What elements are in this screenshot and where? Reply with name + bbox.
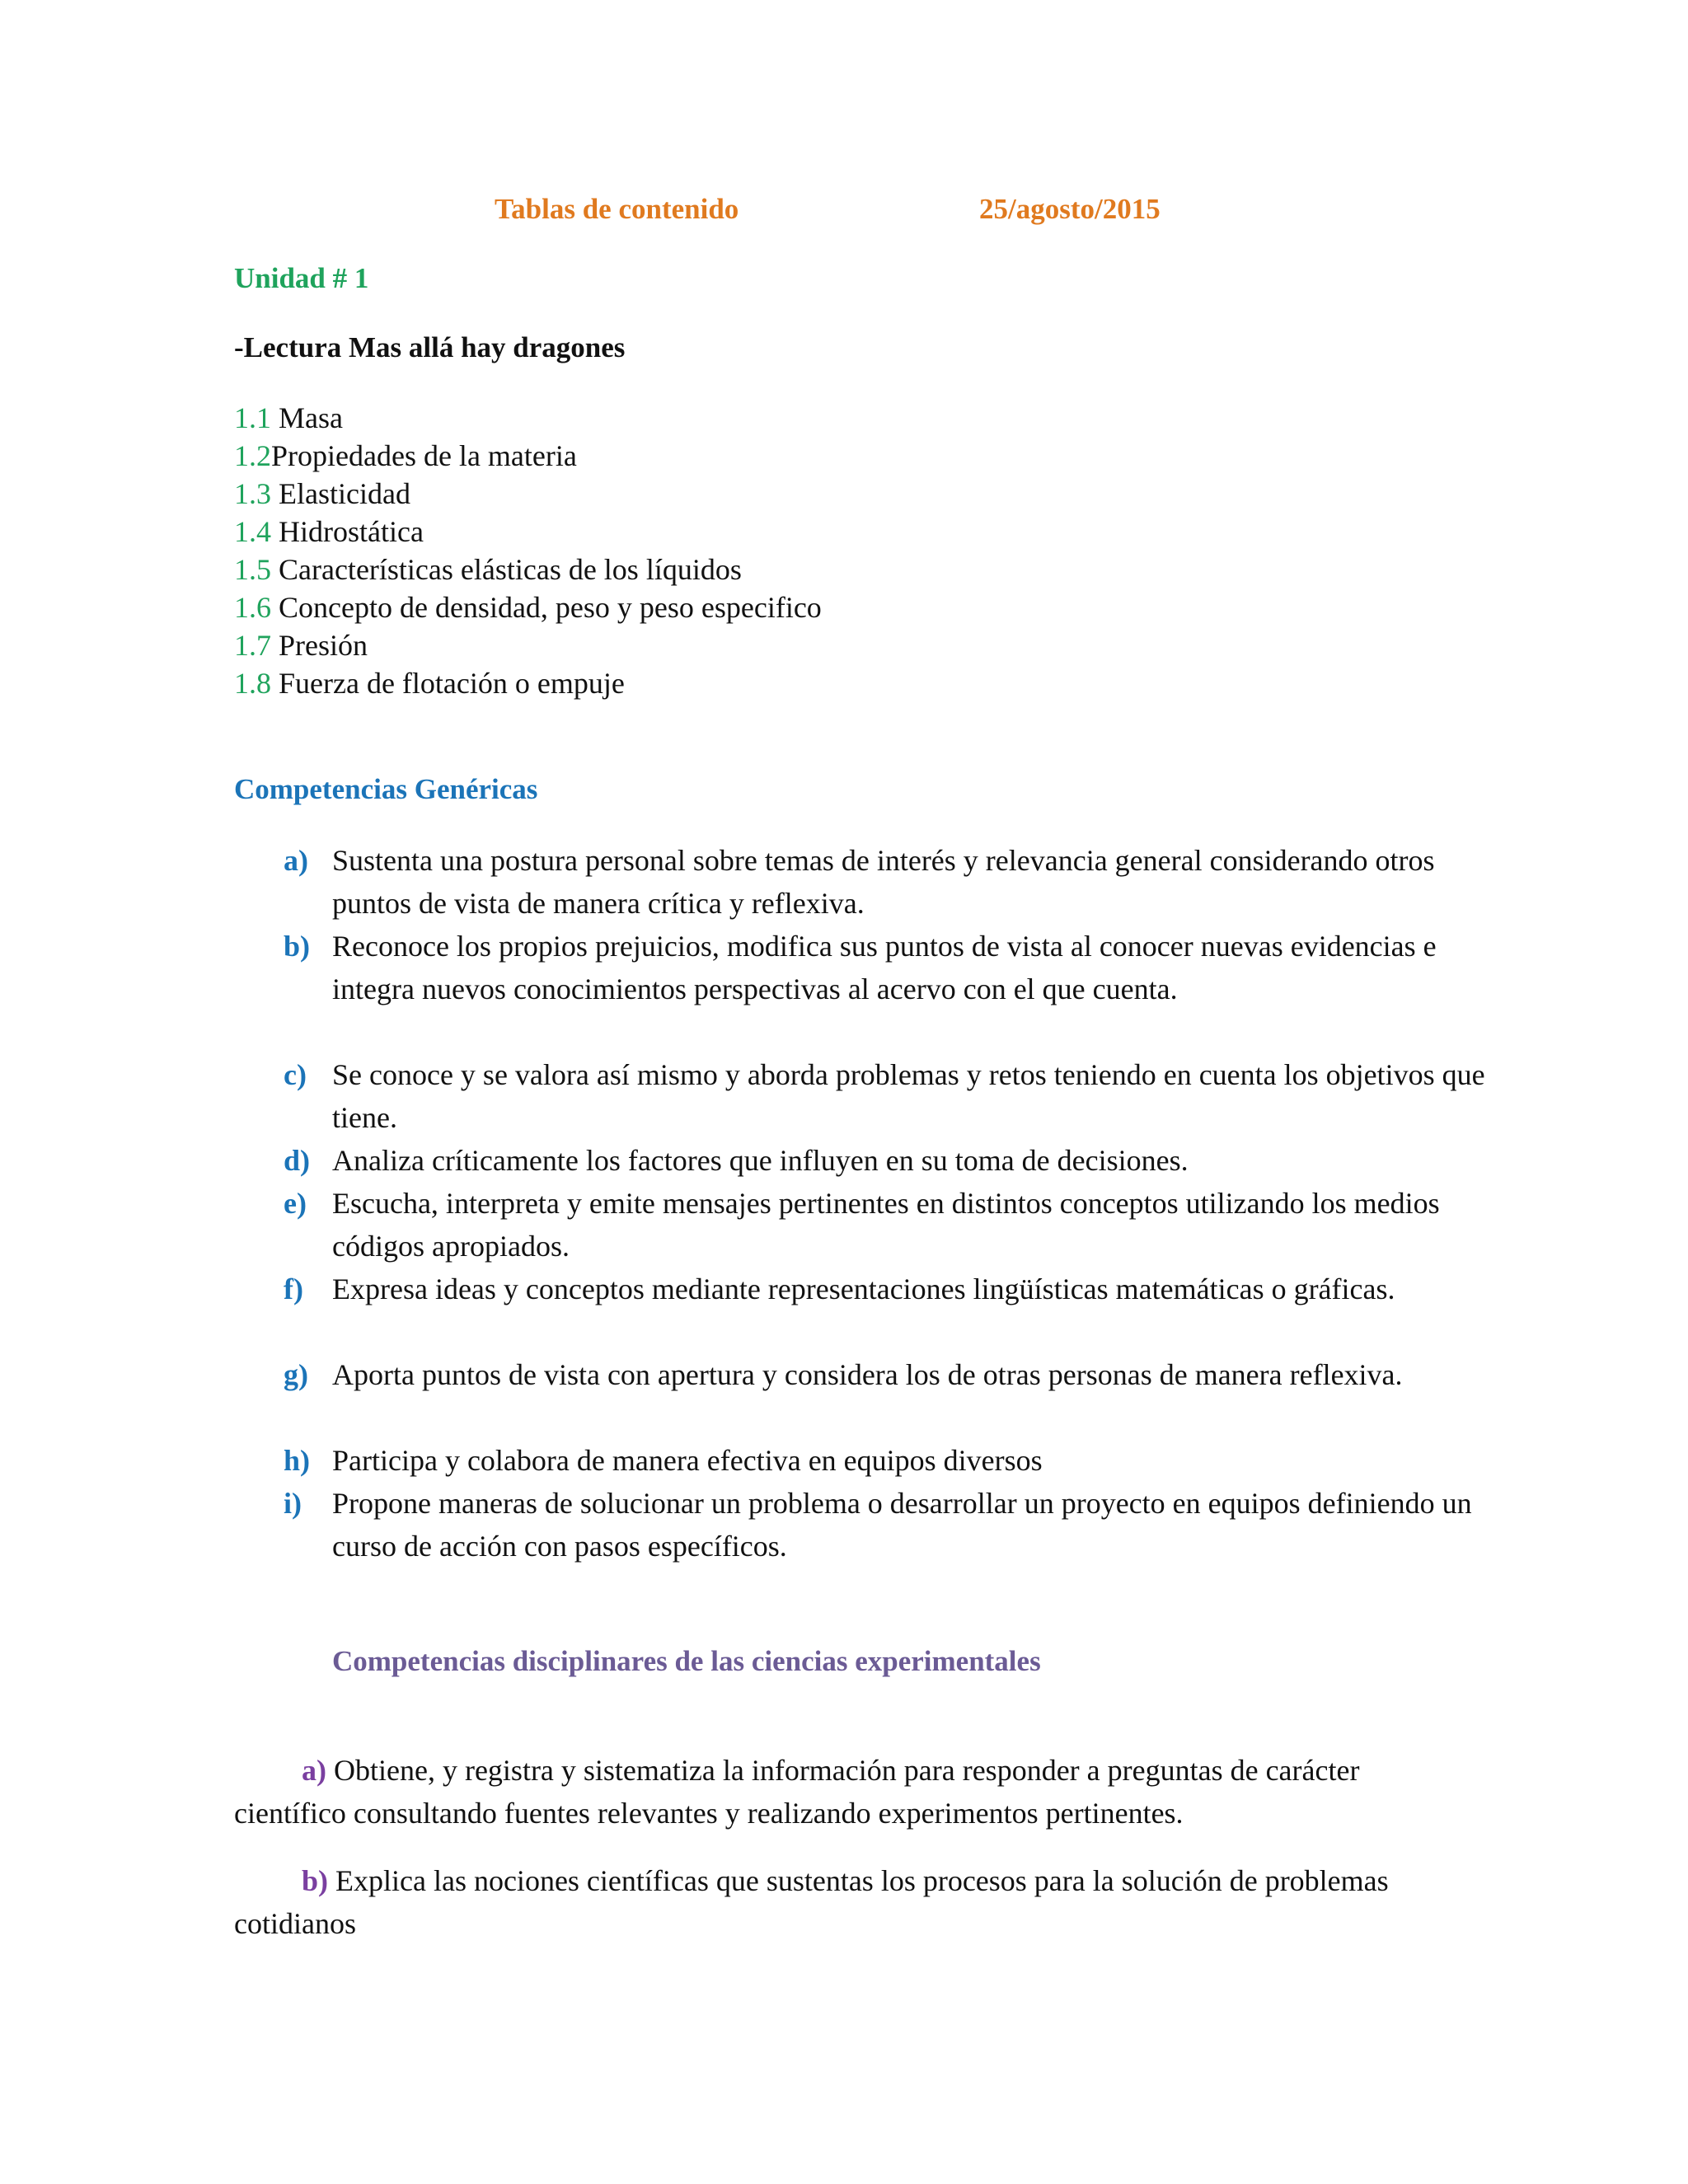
list-item-text: Explica las nociones científicas que sustentas los procesos para la solución de problemas cotidianos [234,1864,1389,1940]
toc-item-text: Concepto de densidad, peso y peso especifico [271,591,822,624]
document-date: 25/agosto/2015 [979,193,1160,225]
toc-item-text: Propiedades de la materia [271,439,577,472]
reading-title: -Lectura Mas allá hay dragones [234,331,626,363]
toc-item-number: 1.6 [234,591,271,624]
list-item-label: h) [284,1444,311,1477]
toc-item-text: Presión [271,629,368,662]
list-item-label: b) [302,1864,329,1897]
list-item-text: Aporta puntos de vista con apertura y considera los de otras personas de manera reflexiva. [332,1358,1403,1391]
toc-item [234,552,742,587]
disciplinary-competencies-heading: Competencias disciplinares de las ciencias experimentales [332,1645,1041,1677]
toc-item [234,401,343,435]
list-item-text: Participa y colabora de manera efectiva en equipos diversos [332,1444,1043,1477]
list-item-text: Analiza críticamente los factores que influyen en su toma de decisiones. [332,1144,1189,1177]
list-item-label: a) [284,844,308,877]
toc-item [234,476,410,511]
toc-item [234,590,822,625]
toc-item-number: 1.4 [234,515,271,548]
toc-item-text: Fuerza de flotación o empuje [271,667,625,700]
list-item [234,1859,1454,1945]
list-item-label: c) [284,1058,307,1091]
list-item-label: e) [284,1187,307,1220]
toc-item-number: 1.8 [234,667,271,700]
list-item-text: Escucha, interpreta y emite mensajes pertinentes en distintos conceptos utilizando los medios códigos apropiados. [332,1187,1440,1263]
document-title: Tablas de contenido [495,193,739,225]
generic-competencies-heading: Competencias Genéricas [234,773,538,805]
toc-item-number: 1.2 [234,439,271,472]
list-item-label: i) [284,1487,302,1520]
list-item-text: Propone maneras de solucionar un problema o desarrollar un proyecto en equipos definiendo un curso de acción con pasos específicos. [332,1487,1472,1563]
unit-heading: Unidad # 1 [234,262,369,294]
list-item-text: Reconoce los propios prejuicios, modifica sus puntos de vista al conocer nuevas evidencias e integra nuevos conocimientos perspectivas al acervo con el que cuenta. [332,930,1437,1005]
list-item-text: Se conoce y se valora así mismo y aborda problemas y retos teniendo en cuenta los objetivos que tiene. [332,1058,1485,1134]
list-item [234,1749,1454,1835]
list-item-label: a) [302,1754,326,1787]
list-item-label: b) [284,930,311,963]
list-item-text: Sustenta una postura personal sobre temas de interés y relevancia general considerando otros puntos de vista de manera crítica y reflexiva. [332,844,1435,920]
toc-item-number: 1.1 [234,401,271,434]
toc-item-text: Características elásticas de los líquidos [271,553,742,586]
toc-item-number: 1.7 [234,629,271,662]
list-item-label: f) [284,1272,303,1305]
list-item-text: Obtiene, y registra y sistematiza la información para responder a preguntas de carácter científico consultando fuentes relevantes y realizando experimentos pertinentes. [234,1754,1360,1830]
toc-item-text: Hidrostática [271,515,424,548]
toc-item [234,514,424,549]
list-item-label: d) [284,1144,311,1177]
toc-item-text: Elasticidad [271,477,410,510]
toc-item-number: 1.3 [234,477,271,510]
toc-item [234,666,625,701]
toc-item [234,628,368,663]
list-item-text: Expresa ideas y conceptos mediante representaciones lingüísticas matemáticas o gráficas. [332,1272,1395,1305]
toc-item [234,438,577,473]
toc-item-number: 1.5 [234,553,271,586]
toc-item-text: Masa [271,401,343,434]
list-item-label: g) [284,1358,308,1391]
